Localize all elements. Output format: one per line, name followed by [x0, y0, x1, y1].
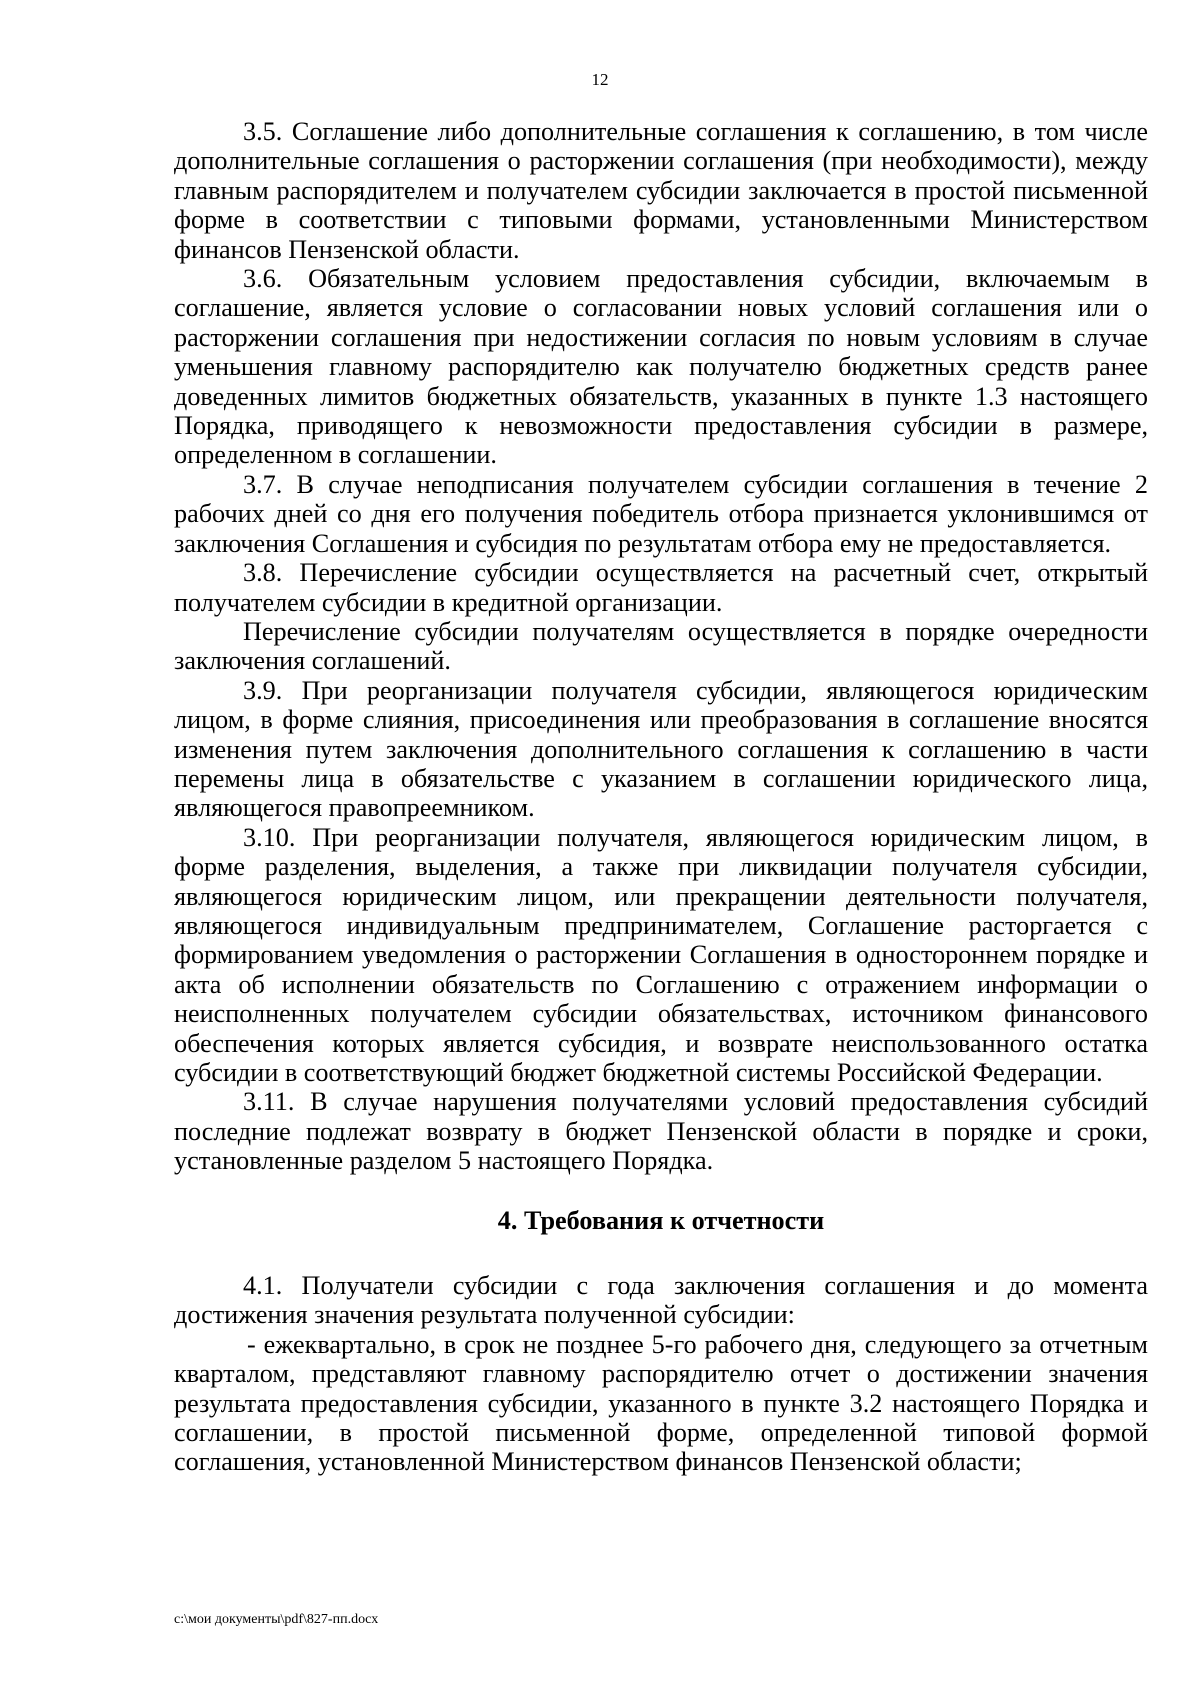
paragraph-3-8: 3.8. Перечисление субсидии осуществляется на расчетный счет, открытый получателем субсидии в кредитной организации.: [174, 558, 1148, 617]
paragraph-3-8-continued: Перечисление субсидии получателям осуществляется в порядке очередности заключения соглашений.: [174, 616, 1148, 676]
paragraph-3-9: 3.9. При реорганизации получателя субсидии, являющегося юридическим лицом, в форме слияния, присоединения или преобразования в соглашение вносятся изменения путем заключения дополнительного соглашения к соглашению в части перемены лица в обязательстве с указанием в соглашении юридического лица, являющегося правопреемником.: [174, 675, 1148, 823]
paragraph-3-10: 3.10. При реорганизации получателя, являющегося юридическим лицом, в форме разделения, выделения, а также при ликвидации получателя субсидии, являющегося юридическим лицом, или прекращении деятельности получателя, являющегося индивидуальным предпринимателем, Соглашение расторгается с формированием уведомления о расторжении Соглашения в одностороннем порядке и акта об исполнении обязательств по Соглашению с отражением информации о неисполненных получателем субсидии обязательствах, источником финансового обеспечения которых является субсидия, и возврате неиспользованного остатка субсидии в соответствующий бюджет бюджетной системы Российской Федерации.: [174, 822, 1148, 1087]
section-heading: 4. Требования к отчетности: [497, 1205, 825, 1235]
document-body: [174, 117, 1148, 1477]
paragraph-4-1: 4.1. Получатели субсидии с года заключения соглашения и до момента достижения значения результата полученной субсидии:: [174, 1271, 1148, 1330]
paragraph-3-5: 3.5. Соглашение либо дополнительные соглашения к соглашению, в том числе дополнительные соглашения о расторжении соглашения (при необходимости), между главным распорядителем и получателем субсидии заключается в простой письменной форме в соответствии с типовыми формами, установленными Министерством финансов Пензенской области.: [174, 117, 1148, 264]
footer-file-path: c:\мои документы\pdf\827-пп.docx: [174, 1612, 379, 1627]
paragraph-3-7: 3.7. В случае неподписания получателем субсидии соглашения в течение 2 рабочих дней со дня его получения победитель отбора признается уклонившимся от заключения Соглашения и субсидия по результатам отбора ему не предоставляется.: [174, 469, 1148, 558]
paragraph-3-11: 3.11. В случае нарушения получателями условий предоставления субсидий последние подлежат возврату в бюджет Пензенской области в порядке и сроки, установленные разделом 5 настоящего Порядка.: [174, 1087, 1148, 1176]
paragraph-3-6: 3.6. Обязательным условием предоставления субсидии, включаемым в соглашение, является условие о согласовании новых условий соглашения или о расторжении соглашения при недостижении согласия по новым условиям в случае уменьшения главному распорядителю как получателю бюджетных средств ранее доведенных лимитов бюджетных обязательств, указанных в пункте 1.3 настоящего Порядка, приводящего к невозможности предоставления субсидии в размере, определенном в соглашении.: [174, 264, 1148, 470]
page-number: 12: [591, 70, 609, 89]
paragraph-4-1-item: - ежеквартально, в срок не позднее 5-го рабочего дня, следующего за отчетным кварталом, представляют главному распорядителю отчет о достижении значения результата предоставления субсидии, указанного в пункте 3.2 настоящего Порядка и соглашении, в простой письменной форме, определенной типовой формой соглашения, установленной Министерством финансов Пензенской области;: [174, 1329, 1148, 1477]
